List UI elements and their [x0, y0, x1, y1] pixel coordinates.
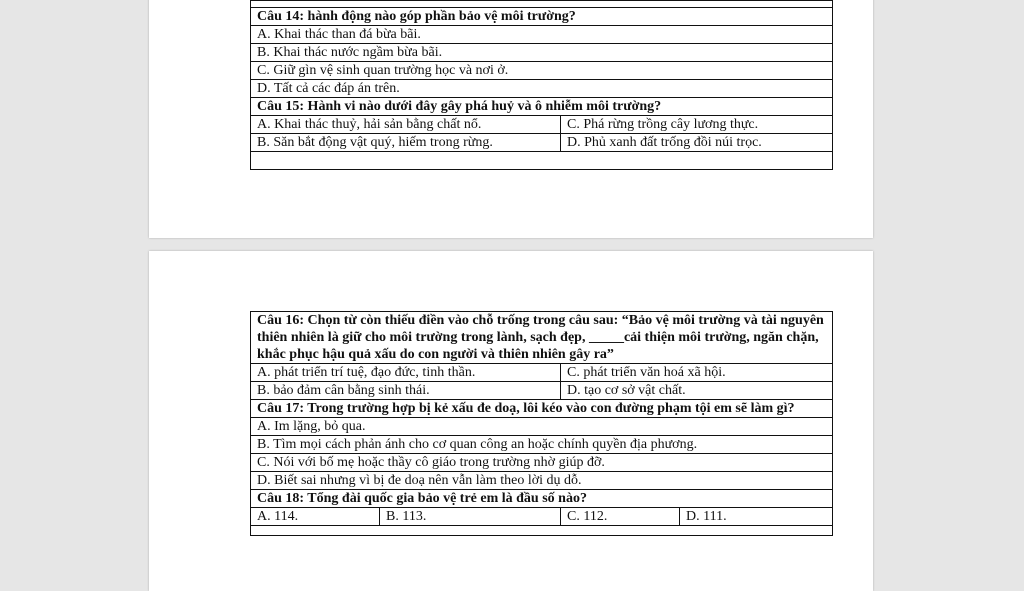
question-17-option-a: A. Im lặng, bỏ qua. — [251, 418, 833, 436]
table-row — [251, 418, 833, 436]
table-row — [251, 152, 833, 170]
question-table-2 — [250, 311, 833, 536]
table-row — [251, 1, 833, 8]
table-row — [251, 62, 833, 80]
table-row — [251, 454, 833, 472]
table-row — [251, 134, 833, 152]
table-row — [251, 80, 833, 98]
question-16-option-b: B. bảo đảm cân bằng sinh thái. — [251, 382, 561, 400]
document-page-1 — [149, 0, 873, 238]
question-17-option-b: B. Tìm mọi cách phản ánh cho cơ quan công an hoặc chính quyền địa phương. — [251, 436, 833, 454]
question-18-option-c: C. 112. — [561, 508, 680, 526]
table-row — [251, 26, 833, 44]
table-row — [251, 508, 833, 526]
table-row — [251, 44, 833, 62]
question-16-title: Câu 16: Chọn từ còn thiếu điền vào chỗ trống trong câu sau: “Bảo vệ môi trường và tài nguyên thiên nhiên là giữ cho môi trường trong lành, sạch đẹp, _____cải thiện môi trường, ngăn chặn, khắc phục hậu quả xấu do con người và thiên nhiên gây ra” — [251, 312, 833, 364]
question-18-option-d: D. 111. — [680, 508, 833, 526]
table-row — [251, 382, 833, 400]
table-row — [251, 8, 833, 26]
table-row — [251, 400, 833, 418]
question-15-option-b: B. Săn bắt động vật quý, hiếm trong rừng. — [251, 134, 561, 152]
question-14-title: Câu 14: hành động nào góp phần bảo vệ môi trường? — [251, 8, 833, 26]
table-row — [251, 490, 833, 508]
table-row — [251, 312, 833, 364]
question-16-option-c: C. phát triển văn hoá xã hội. — [561, 364, 833, 382]
table-row — [251, 364, 833, 382]
table-row — [251, 116, 833, 134]
question-16-option-a: A. phát triển trí tuệ, đạo đức, tinh thần. — [251, 364, 561, 382]
document-page-2 — [149, 251, 873, 591]
question-17-option-c: C. Nói với bố mẹ hoặc thầy cô giáo trong trường nhờ giúp đỡ. — [251, 454, 833, 472]
question-16-option-d: D. tạo cơ sở vật chất. — [561, 382, 833, 400]
question-table-1 — [250, 0, 833, 170]
question-17-title: Câu 17: Trong trường hợp bị kẻ xấu đe doạ, lôi kéo vào con đường phạm tội em sẽ làm gì? — [251, 400, 833, 418]
question-15-option-d: D. Phủ xanh đất trống đồi núi trọc. — [561, 134, 833, 152]
table-row — [251, 472, 833, 490]
question-15-option-a: A. Khai thác thuỷ, hải sản bằng chất nổ. — [251, 116, 561, 134]
question-18-option-a: A. 114. — [251, 508, 380, 526]
table-row — [251, 436, 833, 454]
question-14-option-c: C. Giữ gìn vệ sinh quan trường học và nơi ở. — [251, 62, 833, 80]
question-14-option-d: D. Tất cả các đáp án trên. — [251, 80, 833, 98]
question-17-option-d: D. Biết sai nhưng vì bị đe doạ nên vẫn làm theo lời dụ dỗ. — [251, 472, 833, 490]
question-14-option-a: A. Khai thác than đá bừa bãi. — [251, 26, 833, 44]
question-14-option-b: B. Khai thác nước ngầm bừa bãi. — [251, 44, 833, 62]
table-row — [251, 526, 833, 536]
question-15-option-c: C. Phá rừng trồng cây lương thực. — [561, 116, 833, 134]
table-row — [251, 98, 833, 116]
question-18-title: Câu 18: Tổng đài quốc gia bảo vệ trẻ em là đầu số nào? — [251, 490, 833, 508]
question-18-option-b: B. 113. — [380, 508, 561, 526]
question-15-title: Câu 15: Hành vi nào dưới đây gây phá huỷ và ô nhiễm môi trường? — [251, 98, 833, 116]
